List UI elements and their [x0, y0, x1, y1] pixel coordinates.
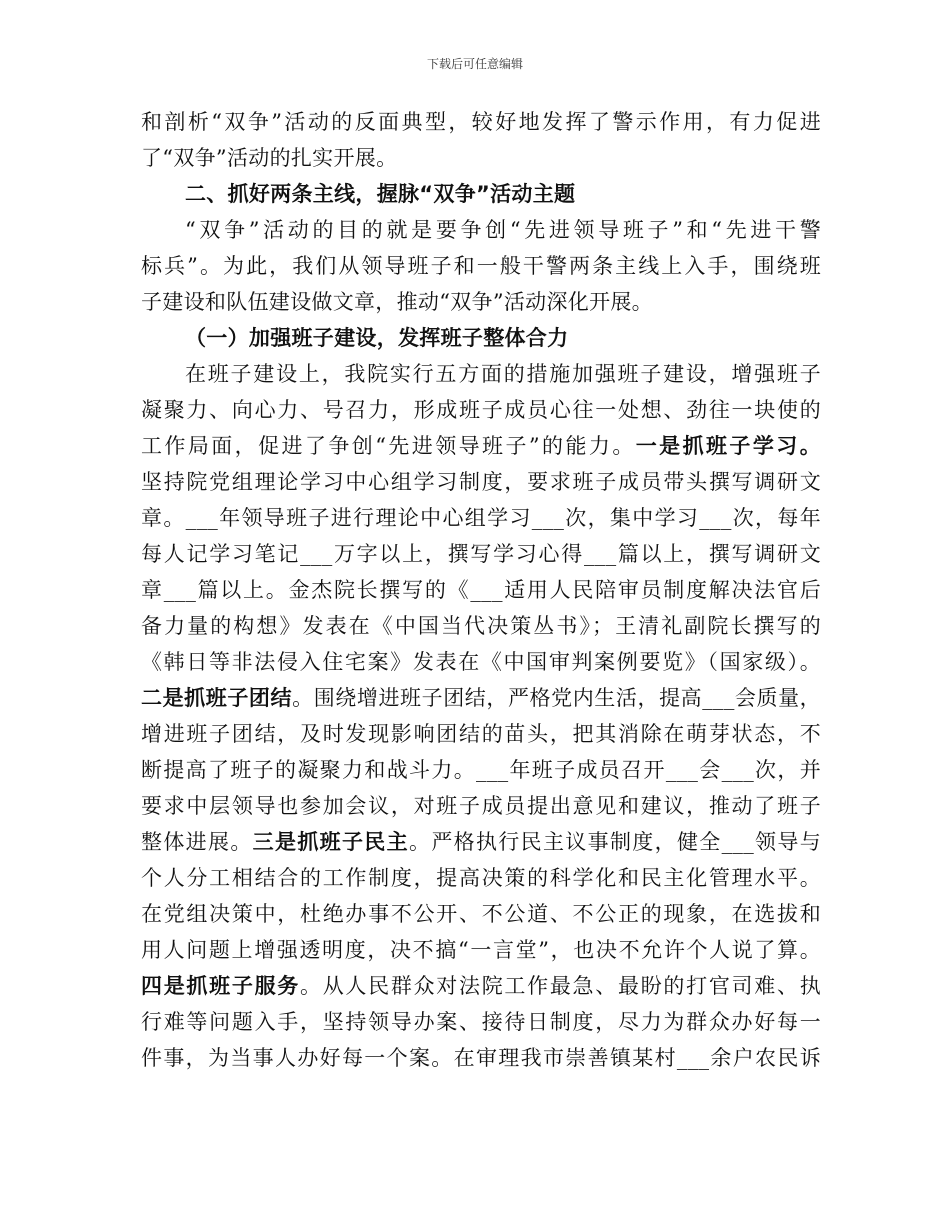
body-text: 。严格执行民主议事制度，健全___领导与 — [408, 830, 821, 854]
body-line: 章___篇以上。金杰院长撰写的《___适用人民陪审员制度解决法官后 — [141, 578, 821, 602]
document-body — [141, 104, 821, 1076]
body-line: 了“双争”活动的扎实开展。 — [141, 146, 398, 170]
body-text: 。围绕增进班子团结，严格党内生活，提高___会质量， — [292, 686, 821, 710]
subsection-heading: （一）加强班子建设，发挥班子整体合力 — [185, 326, 569, 350]
body-line: 每人记学习笔记___万字以上，撰写学习心得___篇以上，撰写调研文 — [141, 542, 821, 566]
body-line: 坚持院党组理论学习中心组学习制度，要求班子成员带头撰写调研文 — [141, 470, 821, 494]
section-heading: 二、抓好两条主线，握脉“双争”活动主题 — [185, 182, 576, 206]
body-line: 断提高了班子的凝聚力和战斗力。___年班子成员召开___会___次，并 — [141, 758, 821, 782]
body-text: 工作局面，促进了争创“先进领导班子”的能力。 — [141, 434, 636, 458]
body-line: 在班子建设上，我院实行五方面的措施加强班子建设，增强班子 — [185, 362, 821, 386]
body-line — [141, 428, 821, 464]
body-line — [141, 680, 821, 716]
body-line: 章。___年领导班子进行理论中心组学习___次，集中学习___次，每年 — [141, 506, 821, 530]
body-line: 备力量的构想》发表在《中国当代决策丛书》；王清礼副院长撰写的 — [141, 614, 821, 638]
body-line: 要求中层领导也参加会议，对班子成员提出意见和建议，推动了班子 — [141, 794, 821, 818]
body-line: 和剖析“双争”活动的反面典型，较好地发挥了警示作用，有力促进 — [141, 110, 821, 134]
body-line — [141, 824, 821, 860]
body-text: 整体进展。 — [141, 830, 253, 854]
body-line: 凝聚力、向心力、号召力，形成班子成员心往一处想、劲往一块使的 — [141, 398, 821, 422]
page-header: 下载后可任意编辑 — [426, 57, 523, 71]
body-line: 子建设和队伍建设做文章，推动“双争”活动深化开展。 — [141, 290, 653, 314]
body-line: 个人分工相结合的工作制度，提高决策的科学化和民主化管理水平。 — [141, 866, 821, 890]
body-line: 增进班子团结，及时发现影响团结的苗头，把其消除在萌芽状态，不 — [141, 722, 821, 746]
body-text: 。从人民群众对法院工作最急、最盼的打官司难、执 — [300, 974, 821, 998]
bold-point-1: 一是抓班子学习。 — [635, 434, 821, 458]
body-line: 件事，为当事人办好每一个案。在审理我市崇善镇某村___余户农民诉 — [141, 1046, 821, 1070]
body-line: 《韩日等非法侵入住宅案》发表在《中国审判案例要览》（国家级）。 — [141, 650, 821, 674]
bold-point-2: 二是抓班子团结 — [141, 686, 293, 710]
body-line: 在党组决策中，杜绝办事不公开、不公道、不公正的现象，在选拔和 — [141, 902, 821, 926]
body-line: 行难等问题入手，坚持领导办案、接待日制度，尽力为群众办好每一 — [141, 1010, 821, 1034]
body-line: 标兵”。为此，我们从领导班子和一般干警两条主线上入手，围绕班 — [141, 254, 821, 278]
body-line: “双争”活动的目的就是要争创“先进领导班子”和“先进干警 — [185, 218, 821, 242]
body-line: 用人问题上增强透明度，决不搞“一言堂”，也决不允许个人说了算。 — [141, 938, 821, 962]
body-line — [141, 968, 821, 1004]
bold-point-3: 三是抓班子民主 — [252, 830, 409, 854]
bold-point-4: 四是抓班子服务 — [141, 974, 300, 998]
